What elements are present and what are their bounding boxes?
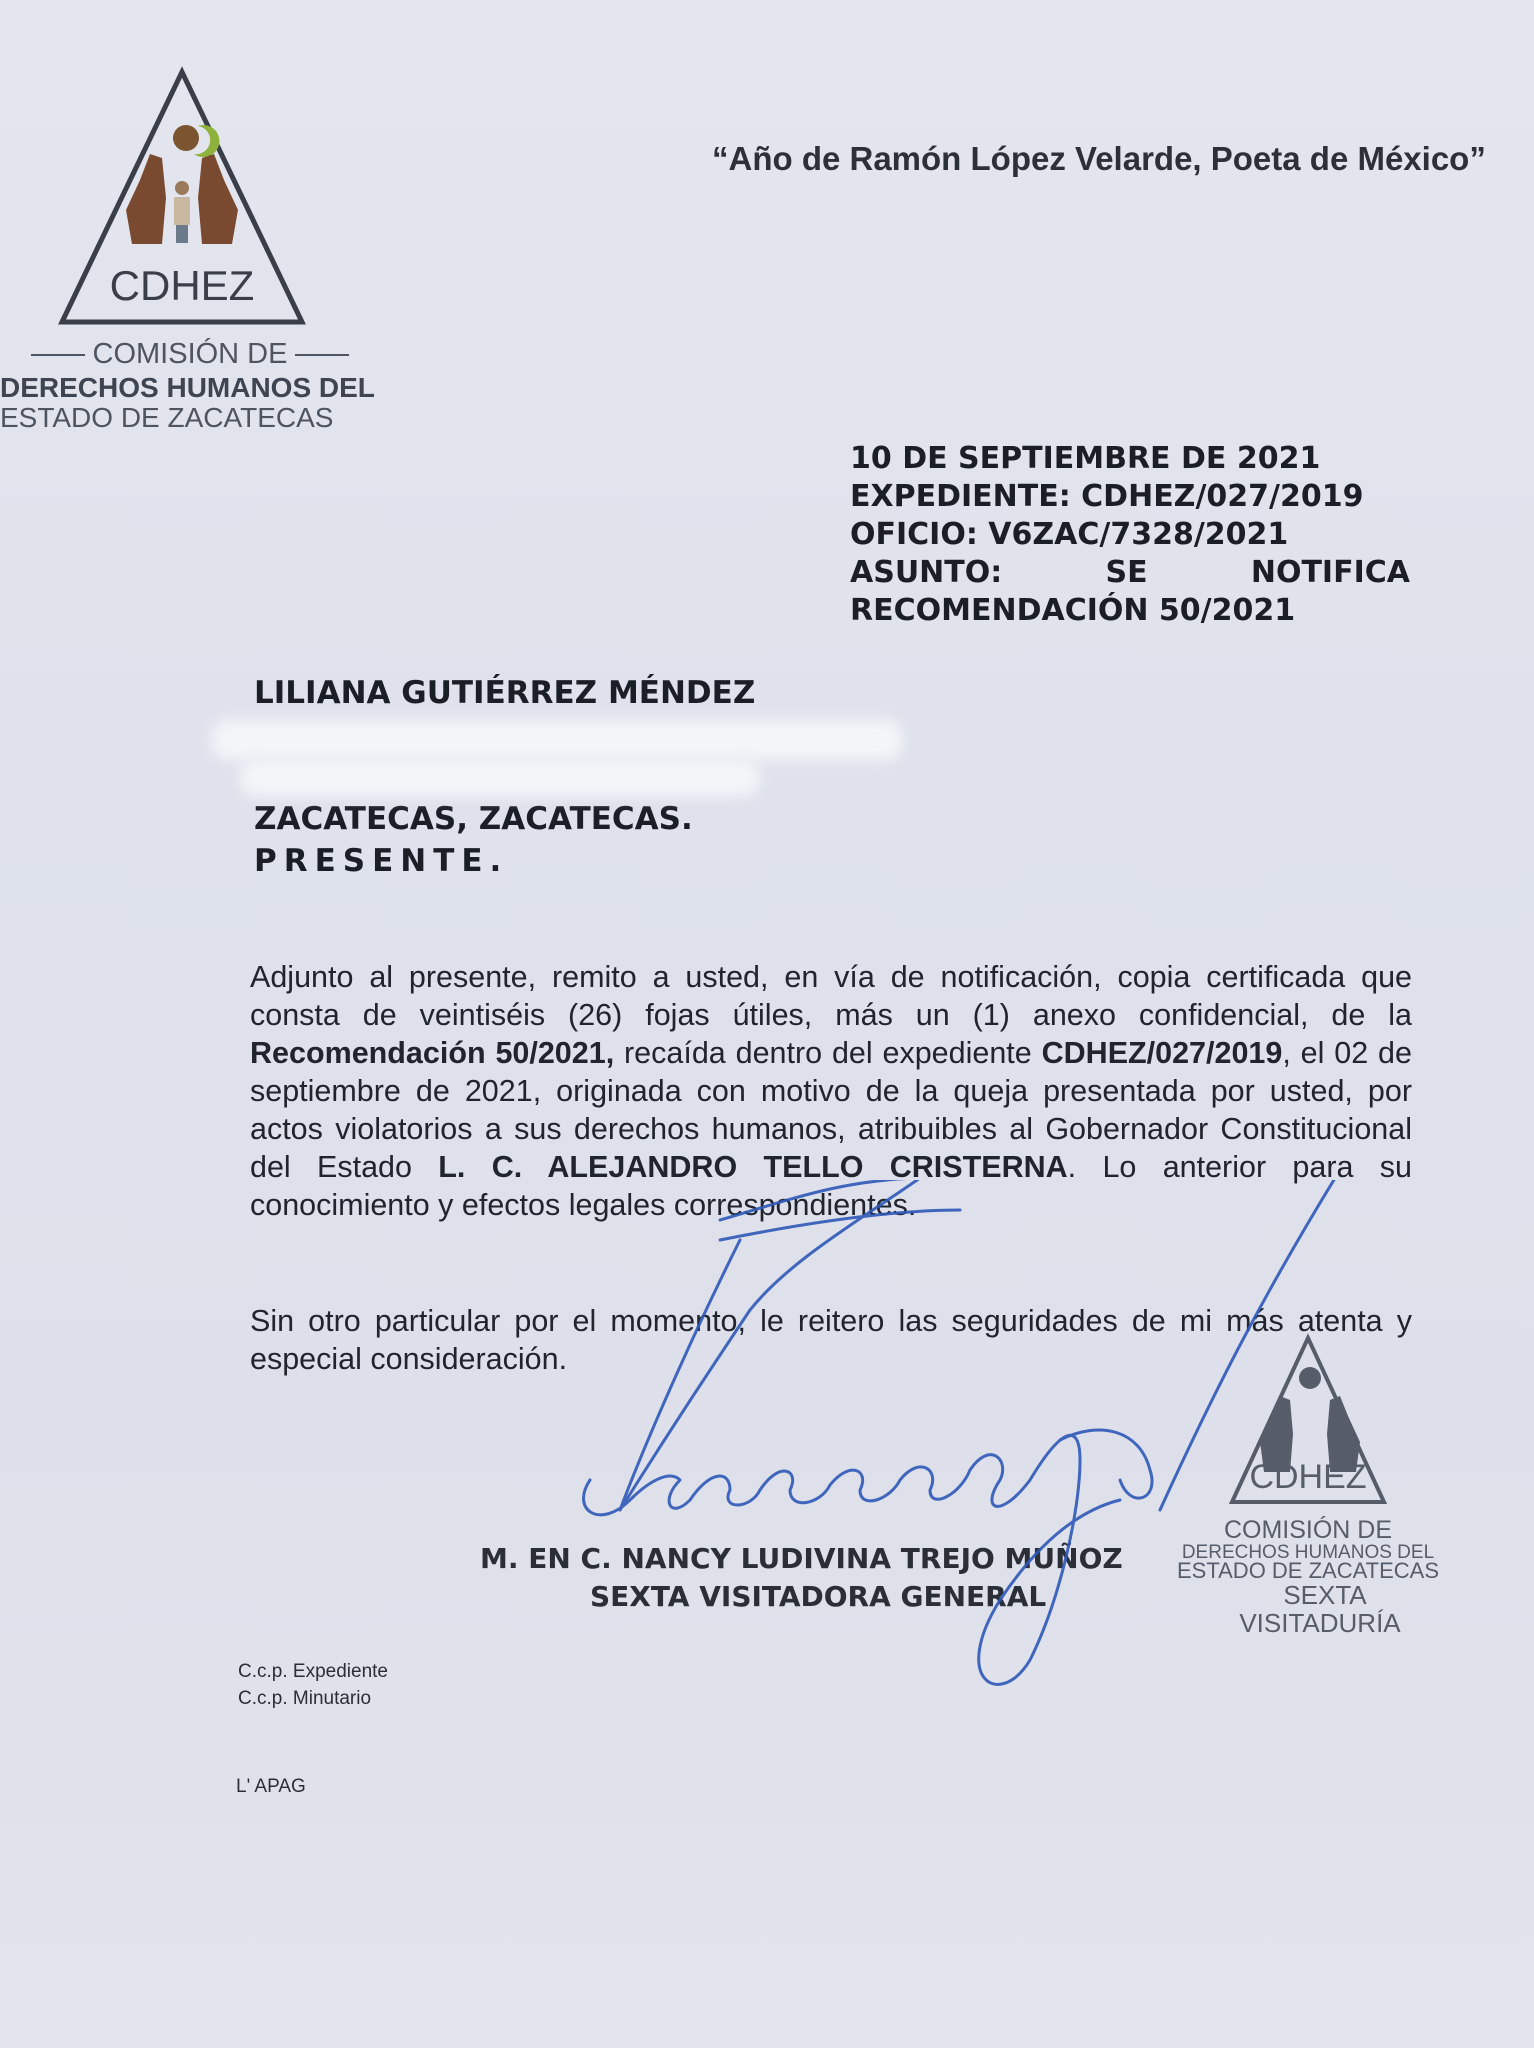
governor-name: L. C. ALEJANDRO TELLO CRISTERNA xyxy=(438,1150,1068,1184)
org-name-line-2: DERECHOS HUMANOS DEL xyxy=(0,372,375,403)
typist-initials: L' APAG xyxy=(236,1776,306,1797)
redaction-blur-street xyxy=(212,720,902,760)
recommendation-ref: Recomendación 50/2021, xyxy=(250,1036,615,1070)
reference-block xyxy=(850,440,1410,630)
copy-list xyxy=(238,1658,388,1712)
oficio-number: OFICIO: V6ZAC/7328/2021 xyxy=(850,517,1289,552)
asunto-label: ASUNTO: xyxy=(850,555,1003,590)
ccp-minutario: C.c.p. Minutario xyxy=(238,1688,372,1709)
body-text: Adjunto al presente, remito a usted, en vía de notificación, copia certificada que consta de veintiséis (26) fojas útiles, más un (1) anexo confidencial, de la xyxy=(250,960,1412,1032)
letter-date: 10 DE SEPTIEMBRE DE 2021 xyxy=(850,441,1321,476)
asunto-subject: RECOMENDACIÓN 50/2021 xyxy=(850,593,1296,628)
org-name-line-1: COMISIÓN DE xyxy=(0,338,380,371)
seal-wordmark: CDHEZ xyxy=(1249,1458,1367,1496)
handwritten-signature xyxy=(560,1180,1360,1700)
asunto-word-2: NOTIFICA xyxy=(1250,555,1410,590)
signer-name: M. EN C. NANCY LUDIVINA TREJO MUÑOZ xyxy=(480,1542,1123,1575)
seal-line-4: SEXTA xyxy=(1283,1580,1367,1610)
asunto-word-1: SE xyxy=(1105,555,1148,590)
expediente-ref: CDHEZ/027/2019 xyxy=(1041,1036,1283,1070)
asunto-line xyxy=(850,554,1410,592)
body-text: . Lo anterior para su conocimiento y efectos legales correspondientes. xyxy=(250,1150,1412,1222)
seal-line-1: COMISIÓN DE xyxy=(1223,1516,1393,1544)
recipient-city: ZACATECAS, ZACATECAS. xyxy=(254,801,693,837)
body-text: recaída dentro del expediente xyxy=(614,1036,1042,1070)
logo-wordmark: CDHEZ xyxy=(109,262,255,309)
seal-line-3: ESTADO DE ZACATECAS xyxy=(1176,1558,1440,1583)
ccp-expediente: C.c.p. Expediente xyxy=(238,1661,388,1682)
body-text: , el 02 de septiembre de 2021, originada con motivo de la queja presentada por usted, por actos violatorios a sus derechos humanos, atribuibles al Gobernador Constitucional del Estado xyxy=(250,1036,1412,1184)
redaction-blur-colonia xyxy=(240,760,760,796)
org-name-line-3: ESTADO DE ZACATECAS xyxy=(0,402,334,433)
seal-line-2: DERECHOS HUMANOS DEL xyxy=(1181,1542,1435,1563)
seal-line-5: VISITADURÍA xyxy=(1239,1608,1401,1638)
body-paragraph-2: Sin otro particular por el momento, le reitero las seguridades de mi más atenta y especial consideración. xyxy=(250,1304,1412,1376)
signer-title: SEXTA VISITADORA GENERAL xyxy=(590,1580,1047,1613)
recipient-name: LILIANA GUTIÉRREZ MÉNDEZ xyxy=(254,675,756,711)
presente-label: PRESENTE. xyxy=(254,843,509,879)
expediente-number: EXPEDIENTE: CDHEZ/027/2019 xyxy=(850,479,1364,514)
year-motto: “Año de Ramón López Velarde, Poeta de México” xyxy=(712,140,1486,177)
